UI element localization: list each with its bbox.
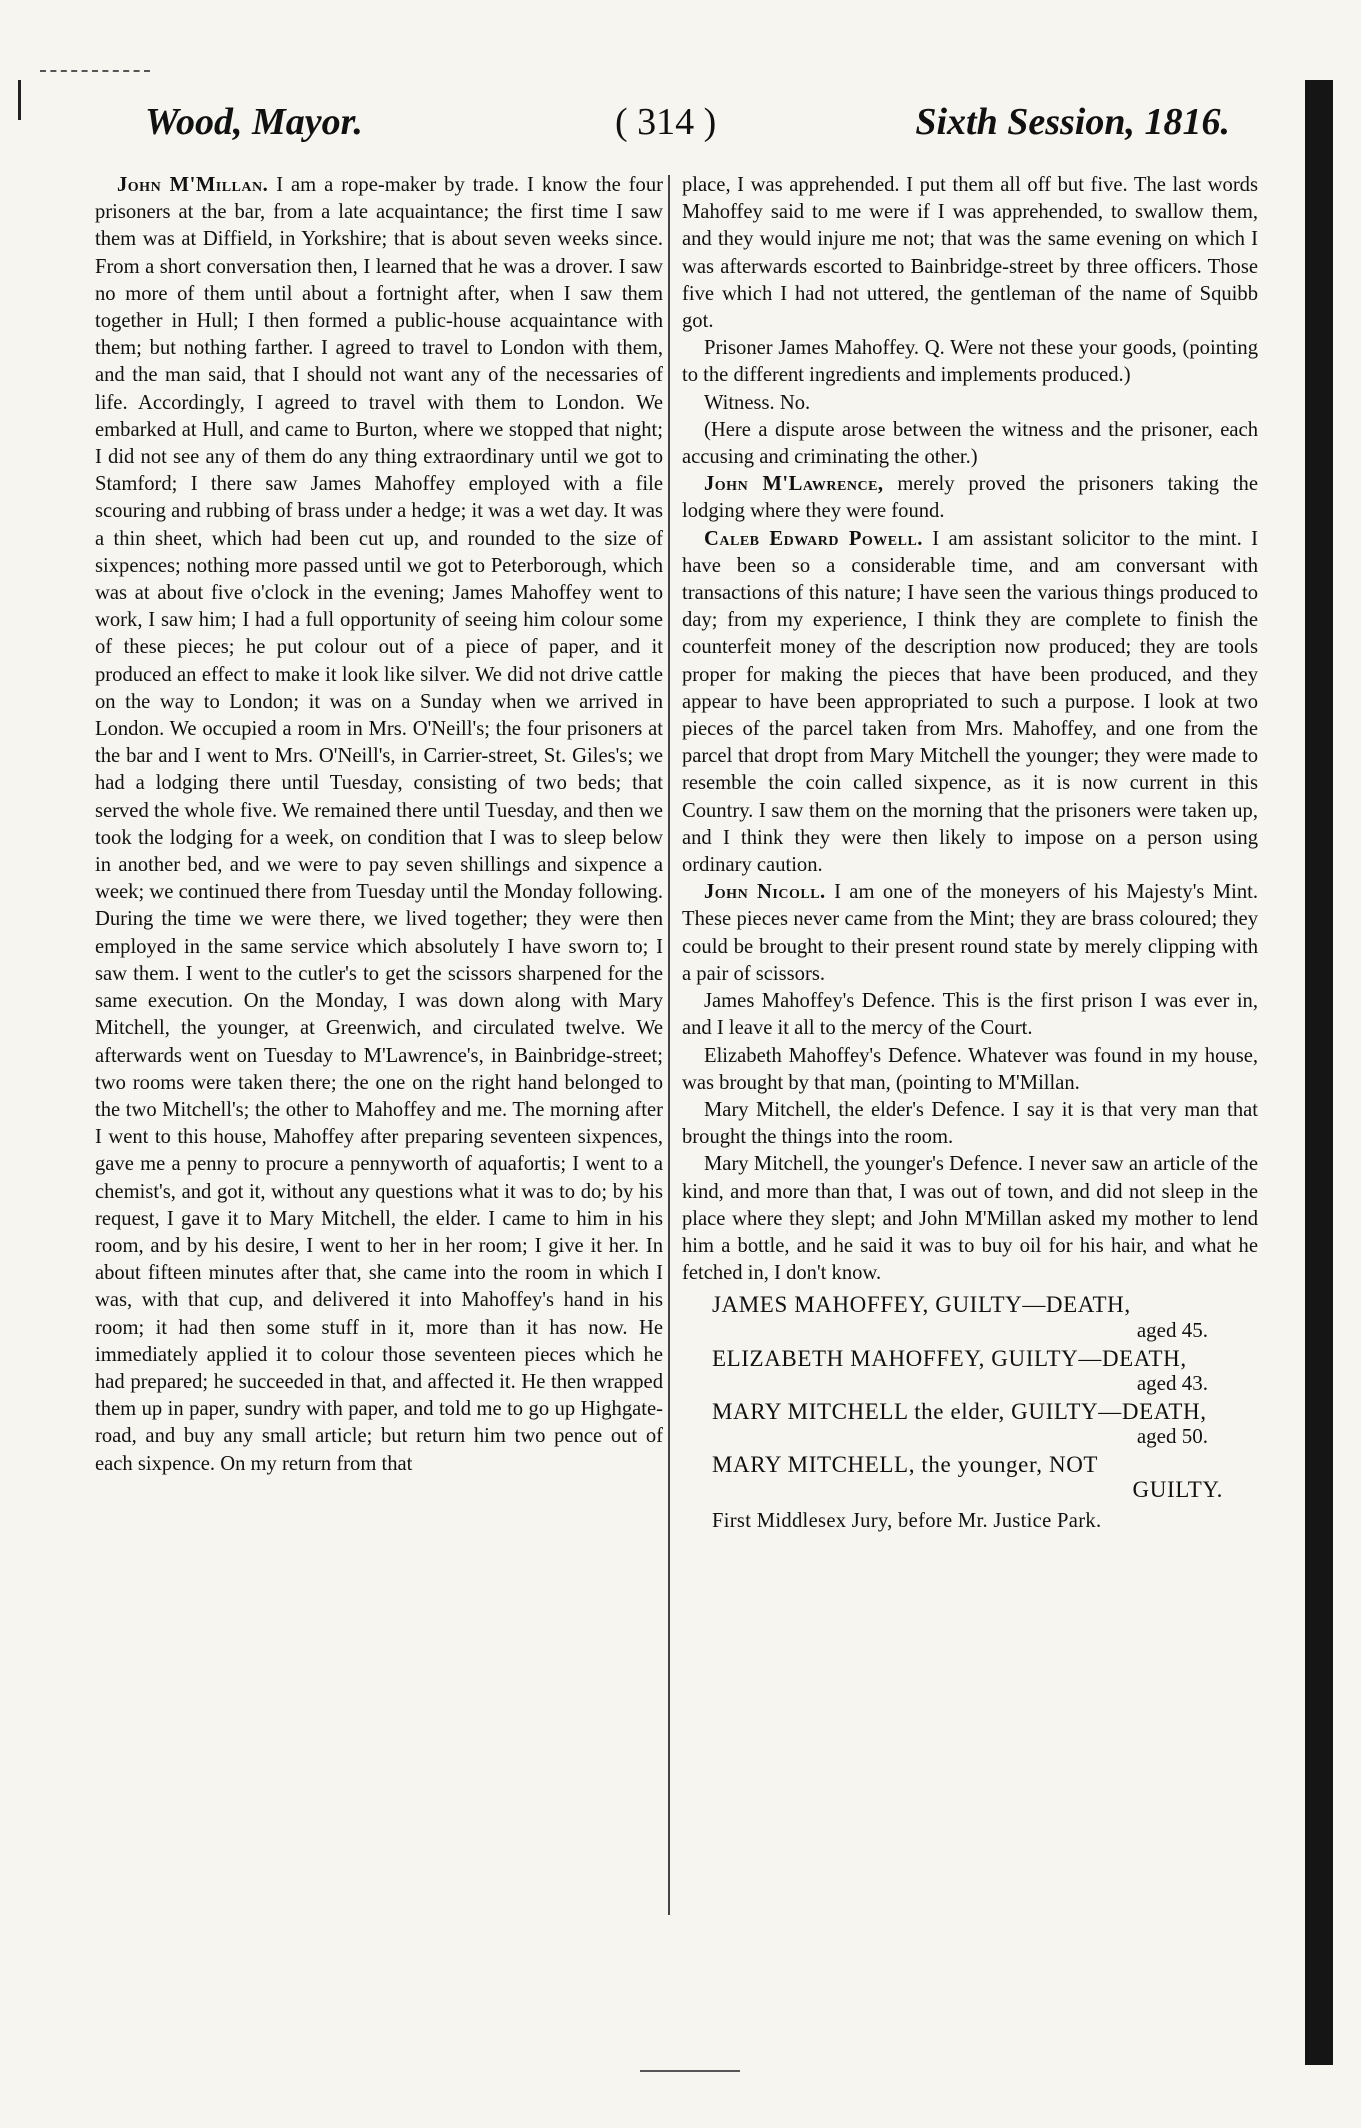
witness-name: John M'Lawrence, — [704, 473, 884, 496]
verdict-continuation: GUILTY. — [1132, 1477, 1223, 1503]
testimony-nicoll — [682, 879, 1258, 988]
verdict-age: aged 50. — [1136, 1423, 1208, 1448]
jury-line: First Middlesex Jury, before Mr. Justice Park. — [712, 1510, 1102, 1533]
verdict-age: aged 43. — [1136, 1370, 1208, 1395]
margin-mark — [18, 80, 21, 120]
witness-name: Caleb Edward Powell. — [704, 527, 923, 550]
defence-james: James Mahoffey's Defence. This is the first prison I was ever in, and I leave it all to the mercy of the Court. — [682, 990, 1258, 1040]
bottom-ornament — [640, 2070, 740, 2086]
right-column — [682, 172, 1258, 1535]
left-column — [95, 172, 663, 1478]
column-divider — [668, 175, 670, 1915]
running-head-left: Wood, Mayor. — [145, 101, 363, 143]
defence-mary-elder: Mary Mitchell, the elder's Defence. I say it is that very man that brought the things into the room. — [682, 1098, 1258, 1149]
witness-name: John M'Millan. — [117, 174, 269, 196]
witness-name: John Nicoll. — [704, 881, 826, 904]
testimony-text: I am a rope-maker by trade. I know the four prisoners at the bar, from a late acquaintance; the first time I saw them was at Diffield, in Yorkshire; that is about seven weeks since. From a short conversation then, I learned that he was a drover. I saw no more of them until about a fortnight after, when I saw them together in Hull; I then formed a public-house acquaintance with them; but nothing farther. I agreed to travel to London with them, and the man said, that I should not want any of the necessaries of life. Accordingly, I agreed to travel with them to London. We embarked at Hull, and came to Burton, where we stopped that night; I did not see any of them do any thing extraordinary until we got to Stamford; I there saw James Mahoffey employed with a file scouring and rubbing of brass under a hedge; it was a wet day. It was a thin sheet, which had been cut up, and rounded to the size of sixpences; nothing more passed until we got to Peterborough, which was at about five o'clock in the evening; James Mahoffey went to work, I saw him; I had a full opportunity of seeing him colour some of these pieces; he put colour out of a piece of paper, and it produced an effect to make it look like silver. We did not drive cattle on the way to London; it was on a Sunday when we arrived in London. We occupied a room in Mrs. O'Neill's; the four prisoners at the bar and I went to Mrs. O'Neill's, in Carrier-street, St. Giles's; we had a lodging there until Tuesday, consisting of two beds; that served the whole five. We remained there until Tuesday, and then we took the lodging for a week, on condition that I was to sleep below in another bed, and we were to pay seven shillings and sixpence a week; we continued there from Tuesday until the Monday following. During the time we were there, we lived together; they were then employed in the same service which absolutely I have sworn to; I saw them. I went to the cutler's to get the scissors sharpened for the same execution. On the Monday, I was down along with Mary Mitchell, the younger, at Greenwich, and circulated twelve. We afterwards went on Tuesday to M'Lawrence's, in Bainbridge-street; two rooms were taken there; the one on the right hand belonged to the two Mitchell's; the other to Mahoffey and me. The morning after I went to this house, Mahoffey after preparing seventeen sixpences, gave me a penny to procure a pennyworth of aquafortis; I went to a chemist's, and got it, without any questions what it was to do; by his request, I gave it to Mary Mitchell, the elder. I came to him in his room, and by his desire, I went to her in her room; I give it her. In about fifteen minutes after that, she came into the room in which I was, with that cup, and delivered it into Mahoffey's hand in his room; it had then some stuff in it, more than it has now. He immediately applied it to colour those seventeen pieces which he had prepared; he succeeded in that, and affected it. He then wrapped them up in paper, sundry with paper, and told me to go up Highgate-road, and buy any small article; but return him two pence out of each sixpence. On my return from that — [95, 174, 663, 1475]
verdict-mary-younger: MARY MITCHELL, the younger, NOT — [712, 1451, 1099, 1477]
answer-paragraph: Witness. No. — [704, 391, 811, 414]
dispute-note: (Here a dispute arose between the witness and the prisoner, each accusing and criminating the other.) — [682, 418, 1258, 469]
top-rule — [40, 70, 150, 72]
verdict-elizabeth: ELIZABETH MAHOFFEY, GUILTY—DEATH, — [712, 1345, 1187, 1371]
verdict-mary-elder: MARY MITCHELL the elder, GUILTY—DEATH, — [712, 1398, 1207, 1424]
testimony-mmillan — [95, 172, 663, 1478]
testimony-text: merely proved the prisoners taking the lodging where they were found. — [682, 473, 1258, 523]
running-head — [145, 100, 1230, 150]
binding-edge-bar — [1305, 80, 1333, 2065]
testimony-text: I am one of the moneyers of his Majesty's Mint. These pieces never came from the Mint; they are brass coloured; they could be brought to their present round state by merely clipping with a pair of scissors. — [682, 881, 1258, 985]
defence-mary-younger: Mary Mitchell, the younger's Defence. I never saw an article of the kind, and more than that, I was out of town, and did not sleep in the place where they slept; and John M'Millan asked my mother to lend him a bottle, and he said it was to buy oil for his hair, and what he fetched in, I don't know. — [682, 1153, 1258, 1285]
testimony-powell — [682, 526, 1258, 880]
defence-elizabeth: Elizabeth Mahoffey's Defence. Whatever was found in my house, was brought by that man, (pointing to M'Millan. — [682, 1044, 1258, 1094]
testimony-continuation: place, I was apprehended. I put them all off but five. The last words Mahoffey said to me were if I was apprehended, to swallow them, and they would injure me not; that was the same evening on which I was afterwards escorted to Bainbridge-street by three officers. Those five which I had not uttered, the gentleman of the name of Squibb got. — [682, 174, 1258, 333]
testimony-text: I am assistant solicitor to the mint. I have been so a considerable time, and am conversant with transactions of this nature; I have seen the various things produced to day; from my experience, I think they are complete to finish the counterfeit money of the description now produced; they are tools proper for making the pieces that have been produced, and they appear to have been appropriated to such a purpose. I look at two pieces of the parcel taken from Mrs. Mahoffey, and one from the parcel that dropt from Mary Mitchell the younger; they were made to resemble the coin called sixpence, as it is now current in this Country. I saw them on the morning that the prisoners were taken up, and I think they were then likely to impose on a person using ordinary caution. — [682, 527, 1258, 877]
question-paragraph: Prisoner James Mahoffey. Q. Were not these your goods, (pointing to the different ingredients and implements produced.) — [682, 337, 1258, 387]
testimony-mlawrence — [682, 471, 1258, 525]
running-head-right: Sixth Session, 1816. — [915, 101, 1230, 143]
verdict-age: aged 45. — [1136, 1317, 1208, 1342]
page-number: ( 314 ) — [615, 101, 717, 143]
verdict-james: JAMES MAHOFFEY, GUILTY—DEATH, — [712, 1292, 1131, 1318]
